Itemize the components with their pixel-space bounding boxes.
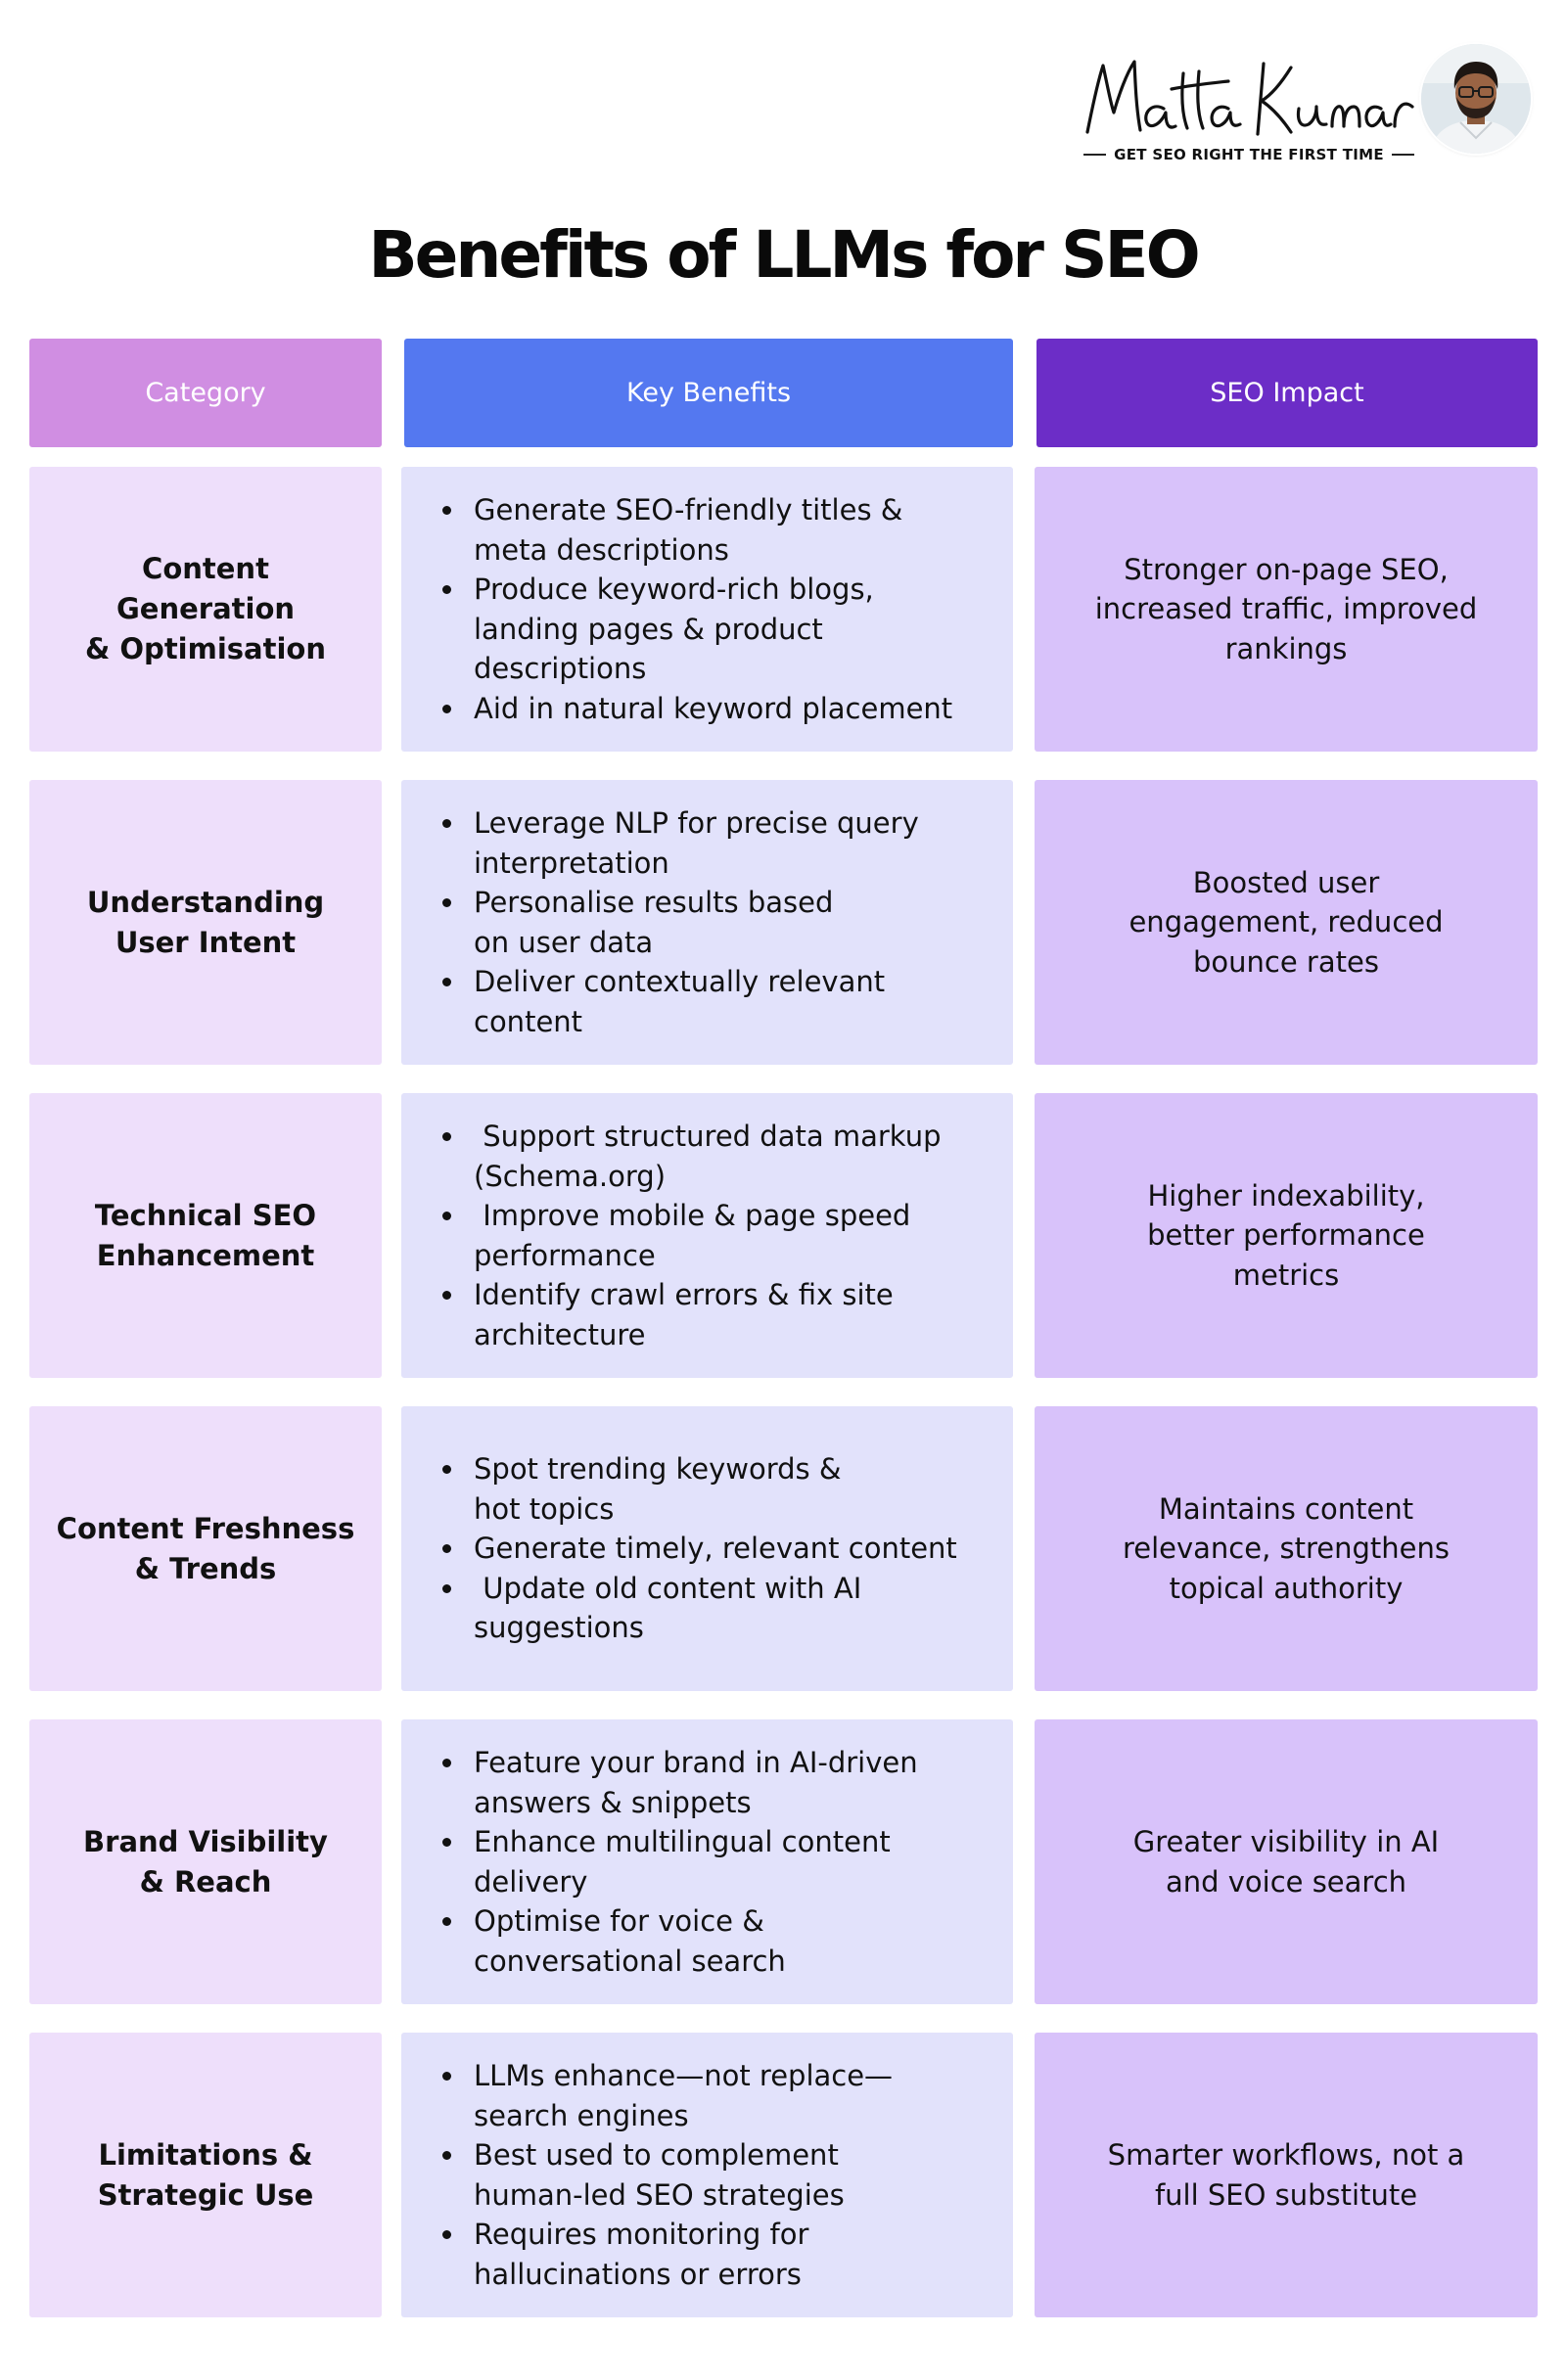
- benefit-list: [440, 1743, 918, 1981]
- benefit-line: on user data: [474, 925, 654, 959]
- benefit-item: [440, 962, 919, 1041]
- benefit-item: [440, 1822, 918, 1901]
- impact-cell: [1035, 467, 1538, 752]
- impact-text: [1108, 2135, 1465, 2215]
- impact-line: metrics: [1232, 1258, 1340, 1292]
- category-label: [83, 1822, 328, 1902]
- benefit-item: [440, 1449, 957, 1529]
- category-cell: [29, 780, 382, 1065]
- category-line: & Trends: [134, 1551, 277, 1585]
- benefit-line: delivery: [474, 1864, 588, 1899]
- benefit-text: [474, 1904, 786, 1978]
- tagline-rule-left: [1083, 154, 1106, 156]
- benefit-line: Requires monitoring for: [474, 2218, 809, 2251]
- benefit-list: [440, 1117, 941, 1354]
- category-cell: [29, 1719, 382, 2004]
- header-key-benefits: Key Benefits: [404, 339, 1013, 447]
- benefit-item: [440, 1901, 918, 1981]
- bullet-icon: [442, 506, 451, 515]
- benefit-line: Enhance multilingual content: [474, 1825, 891, 1858]
- benefit-line: Generate timely, relevant content: [474, 1532, 957, 1566]
- impact-cell: [1035, 780, 1538, 1065]
- benefit-line: hallucinations or errors: [474, 2257, 802, 2291]
- category-cell: [29, 467, 382, 752]
- bullet-icon: [442, 1291, 451, 1300]
- benefit-item: [440, 570, 952, 689]
- benefits-cell: [401, 1406, 1013, 1691]
- category-line: Brand Visibility: [83, 1824, 328, 1858]
- bullet-icon: [442, 1465, 451, 1474]
- benefit-text: [474, 1572, 861, 1645]
- benefit-text: [474, 1278, 894, 1351]
- benefit-line: Optimise for voice &: [474, 1904, 764, 1938]
- benefit-item: [440, 1196, 941, 1275]
- impact-line: topical authority: [1169, 1571, 1404, 1605]
- benefit-line: Generate SEO-friendly titles &: [474, 493, 903, 526]
- benefit-text: [474, 1199, 910, 1272]
- table-row: [0, 780, 1566, 1065]
- benefit-line: content: [474, 1004, 583, 1038]
- avatar-portrait-icon: [1421, 44, 1531, 154]
- benefit-line: landing pages & product: [474, 612, 823, 646]
- benefit-line: (Schema.org): [474, 1159, 667, 1193]
- impact-text: [1133, 1822, 1440, 1901]
- impact-line: Boosted user: [1192, 865, 1380, 899]
- benefit-line: human-led SEO strategies: [474, 2177, 845, 2212]
- benefit-item: [440, 1275, 941, 1354]
- benefit-line: performance: [474, 1238, 656, 1272]
- benefit-item: [440, 1569, 957, 1648]
- category-label: [95, 1196, 316, 1276]
- category-label: [57, 1509, 355, 1589]
- benefit-line: Best used to complement: [474, 2138, 839, 2172]
- bullet-icon: [442, 1838, 451, 1847]
- impact-text: [1095, 550, 1478, 669]
- benefit-text: [474, 806, 919, 880]
- impact-line: better performance: [1147, 1218, 1425, 1253]
- benefit-line: interpretation: [474, 846, 669, 880]
- benefit-text: [474, 2059, 893, 2132]
- category-cell: [29, 1406, 382, 1691]
- benefit-line: search engines: [474, 2098, 689, 2132]
- benefit-item: [440, 2135, 893, 2215]
- benefit-list: [440, 1449, 957, 1648]
- benefits-cell: [401, 467, 1013, 752]
- benefit-text: [474, 1120, 941, 1193]
- benefit-list: [440, 803, 919, 1041]
- impact-line: and voice search: [1165, 1864, 1407, 1899]
- benefit-line: Leverage NLP for precise query: [474, 806, 919, 840]
- benefit-text: [474, 886, 833, 959]
- category-line: Content Generation: [115, 552, 296, 625]
- benefit-line: architecture: [474, 1317, 646, 1351]
- bullet-icon: [442, 819, 451, 828]
- benefit-text: [474, 692, 952, 725]
- impact-line: Higher indexability,: [1147, 1178, 1425, 1213]
- category-cell: [29, 2033, 382, 2317]
- impact-cell: [1035, 1093, 1538, 1378]
- benefit-text: [474, 572, 874, 685]
- impact-cell: [1035, 1719, 1538, 2004]
- bullet-icon: [442, 1132, 451, 1141]
- author-avatar: [1421, 44, 1531, 154]
- category-cell: [29, 1093, 382, 1378]
- impact-text: [1147, 1176, 1425, 1296]
- impact-line: relevance, strengthens: [1122, 1532, 1451, 1566]
- impact-line: bounce rates: [1193, 944, 1379, 979]
- impact-text: [1123, 1489, 1450, 1609]
- impact-line: increased traffic, improved: [1094, 592, 1478, 626]
- benefit-line: Feature your brand in AI-driven: [474, 1746, 918, 1779]
- bullet-icon: [442, 1917, 451, 1926]
- benefit-item: [440, 1529, 957, 1569]
- category-line: Understanding: [86, 885, 325, 919]
- benefit-item: [440, 2056, 893, 2135]
- bullet-icon: [442, 1759, 451, 1767]
- impact-line: Stronger on-page SEO,: [1124, 552, 1449, 586]
- benefit-text: [474, 493, 902, 567]
- impact-line: Smarter workflows, not a: [1107, 2138, 1465, 2172]
- brand-tagline: GET SEO RIGHT THE FIRST TIME: [1114, 146, 1384, 163]
- bullet-icon: [442, 2151, 451, 2160]
- impact-cell: [1035, 2033, 1538, 2317]
- benefit-list: [440, 490, 952, 728]
- benefit-text: [474, 2218, 808, 2291]
- benefit-text: [474, 1532, 957, 1565]
- impact-line: Greater visibility in AI: [1132, 1825, 1440, 1858]
- benefit-text: [474, 1452, 842, 1526]
- benefit-item: [440, 1117, 941, 1196]
- bullet-icon: [442, 1212, 451, 1220]
- category-label: [98, 2135, 314, 2216]
- category-line: Strategic Use: [97, 2177, 314, 2212]
- benefits-cell: [401, 780, 1013, 1065]
- impact-line: Maintains content: [1158, 1491, 1414, 1526]
- benefit-line: Improve mobile & page speed: [474, 1199, 911, 1232]
- table-row: [0, 2033, 1566, 2317]
- benefit-item: [440, 883, 919, 962]
- bullet-icon: [442, 1544, 451, 1553]
- benefit-line: Spot trending keywords &: [474, 1452, 842, 1487]
- benefit-line: descriptions: [474, 652, 647, 685]
- category-line: Enhancement: [96, 1238, 315, 1272]
- benefit-item: [440, 803, 919, 883]
- table-row: [0, 1093, 1566, 1378]
- category-line: Technical SEO: [94, 1198, 317, 1232]
- benefit-line: suggestions: [474, 1611, 644, 1645]
- bullet-icon: [442, 705, 451, 713]
- bullet-icon: [442, 2072, 451, 2081]
- benefit-text: [474, 1825, 891, 1899]
- benefit-line: Identify crawl errors & fix site: [474, 1278, 894, 1311]
- bullet-icon: [442, 898, 451, 907]
- brand-block: [1072, 44, 1542, 171]
- table-row: [0, 1406, 1566, 1691]
- category-line: Limitations &: [98, 2137, 313, 2172]
- benefit-text: [474, 1746, 918, 1819]
- benefits-cell: [401, 2033, 1013, 2317]
- impact-text: [1128, 863, 1443, 983]
- category-line: & Reach: [139, 1864, 272, 1899]
- benefit-item: [440, 1743, 918, 1822]
- benefit-text: [474, 965, 885, 1038]
- benefit-list: [440, 2056, 893, 2294]
- benefit-line: LLMs enhance—not replace—: [474, 2059, 894, 2092]
- benefit-line: Personalise results based: [474, 886, 834, 919]
- impact-line: engagement, reduced: [1128, 905, 1444, 939]
- brand-tagline-row: [1083, 144, 1414, 165]
- impact-cell: [1035, 1406, 1538, 1691]
- category-label: [49, 549, 362, 669]
- category-line: Content Freshness: [56, 1511, 355, 1545]
- benefit-line: Deliver contextually relevant: [474, 965, 886, 998]
- bullet-icon: [442, 2230, 451, 2239]
- bullet-icon: [442, 1584, 451, 1593]
- category-label: [87, 883, 324, 963]
- header-category: Category: [29, 339, 382, 447]
- benefit-item: [440, 2215, 893, 2294]
- benefit-item: [440, 490, 952, 570]
- impact-line: rankings: [1224, 631, 1348, 665]
- table-row: [0, 467, 1566, 752]
- benefits-cell: [401, 1719, 1013, 2004]
- bullet-icon: [442, 585, 451, 594]
- benefit-line: Produce keyword-rich blogs,: [474, 572, 874, 606]
- benefit-line: answers & snippets: [474, 1785, 752, 1819]
- impact-line: full SEO substitute: [1154, 2177, 1418, 2212]
- signature-logo: [1082, 44, 1414, 152]
- benefit-text: [474, 2138, 845, 2212]
- page-title: Benefits of LLMs for SEO: [368, 217, 1198, 293]
- table-row: [0, 1719, 1566, 2004]
- benefit-line: Support structured data markup: [474, 1120, 942, 1153]
- bullet-icon: [442, 978, 451, 986]
- benefit-line: meta descriptions: [474, 532, 729, 567]
- header-seo-impact: SEO Impact: [1036, 339, 1538, 447]
- benefit-item: [440, 689, 952, 729]
- tagline-rule-right: [1392, 154, 1414, 156]
- benefit-line: hot topics: [474, 1491, 615, 1526]
- benefits-cell: [401, 1093, 1013, 1378]
- benefit-line: conversational search: [474, 1944, 786, 1978]
- category-line: User Intent: [115, 925, 297, 959]
- benefit-line: Aid in natural keyword placement: [474, 691, 953, 725]
- category-line: & Optimisation: [85, 632, 326, 665]
- benefit-line: Update old content with AI: [474, 1571, 862, 1605]
